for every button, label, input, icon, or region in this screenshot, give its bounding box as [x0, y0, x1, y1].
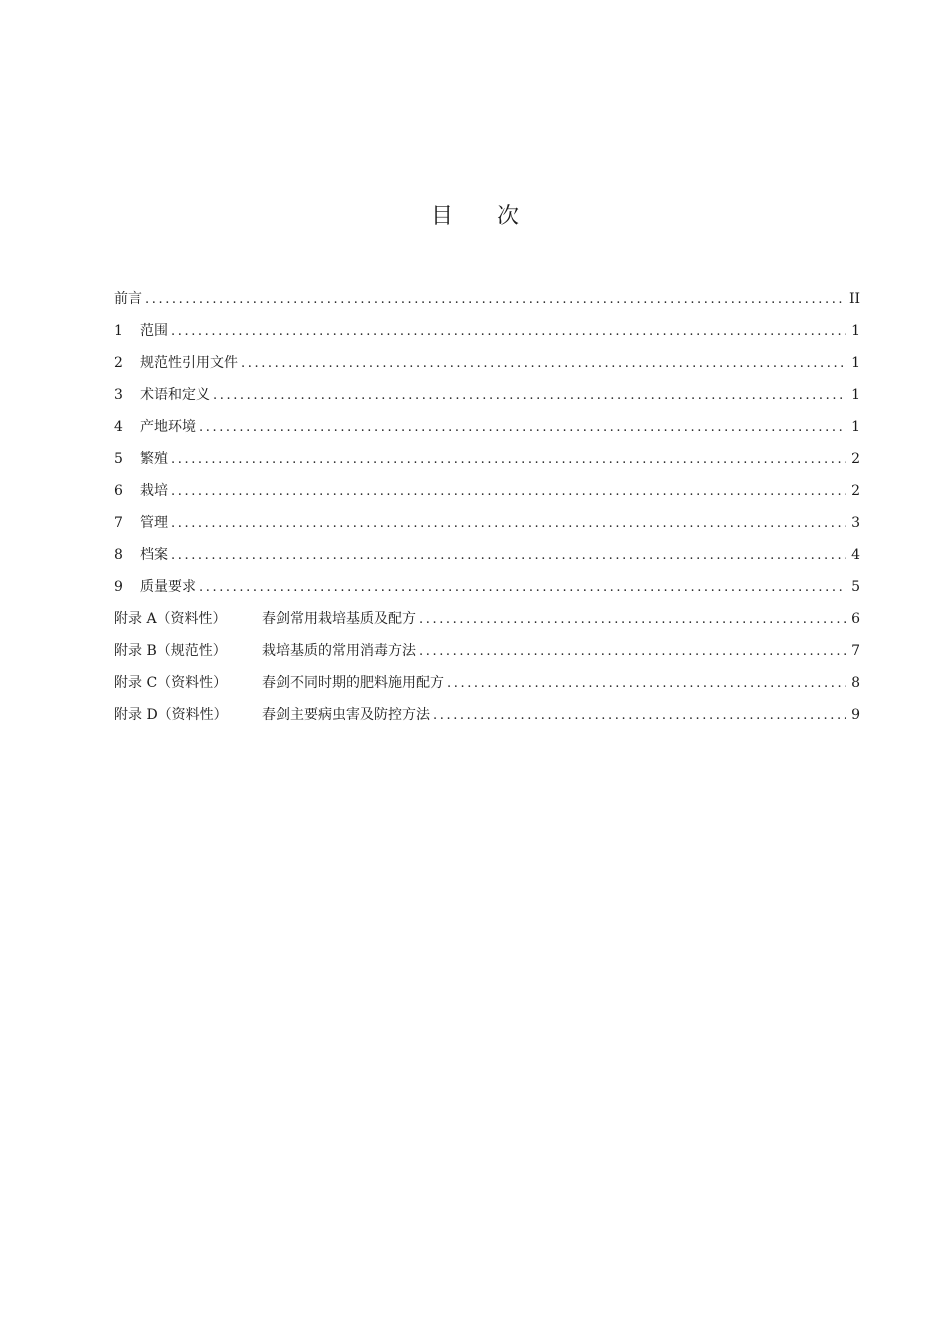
toc-leader-dots	[171, 316, 846, 348]
toc-page-number: 6	[851, 611, 860, 627]
toc-section-number: 2	[114, 355, 123, 371]
toc-entry-appendix-d[interactable]	[114, 699, 860, 731]
toc-page-number: 2	[851, 483, 860, 499]
toc-page-number: 7	[851, 643, 860, 659]
toc-entry-text: 春剑不同时期的肥料施用配方	[262, 675, 444, 691]
toc-leader-dots	[171, 476, 846, 508]
title-char-1: 目	[430, 204, 453, 229]
toc-section-number: 9	[114, 579, 123, 595]
toc-leader-dots	[213, 380, 846, 412]
toc-leader-dots	[171, 540, 846, 572]
toc-leader-dots	[145, 284, 845, 316]
toc-leader-dots	[447, 668, 846, 700]
toc-entry-3[interactable]	[114, 379, 860, 411]
toc-entry-text: 质量要求	[140, 579, 196, 595]
toc-entry-text: 春剑主要病虫害及防控方法	[262, 707, 430, 723]
toc-page-number: 5	[851, 579, 860, 595]
toc-entry-5[interactable]	[114, 443, 860, 475]
toc-leader-dots	[199, 412, 846, 444]
toc-leader-dots	[433, 700, 846, 732]
toc-page-number: 8	[851, 675, 860, 691]
table-of-contents	[114, 283, 860, 731]
toc-entry-text: 栽培基质的常用消毒方法	[262, 643, 416, 659]
title-char-2: 次	[497, 204, 520, 229]
toc-entry-1[interactable]	[114, 315, 860, 347]
toc-page-number: 1	[851, 323, 860, 339]
toc-leader-dots	[171, 444, 846, 476]
toc-entry-7[interactable]	[114, 507, 860, 539]
toc-entry-appendix-c[interactable]	[114, 667, 860, 699]
toc-section-number: 5	[114, 451, 123, 467]
toc-section-number: 8	[114, 547, 123, 563]
toc-entry-text: 繁殖	[140, 451, 168, 467]
toc-page-number: II	[848, 291, 860, 307]
toc-entry-text: 管理	[140, 515, 168, 531]
toc-page-number: 1	[851, 419, 860, 435]
toc-entry-text: 春剑常用栽培基质及配方	[262, 611, 416, 627]
toc-section-number: 1	[114, 323, 123, 339]
toc-section-number: 7	[114, 515, 123, 531]
toc-leader-dots	[419, 636, 846, 668]
toc-leader-dots	[241, 348, 846, 380]
toc-appendix-label: 附录 D（资料性）	[114, 707, 228, 723]
toc-entry-appendix-a[interactable]	[114, 603, 860, 635]
toc-entry-9[interactable]	[114, 571, 860, 603]
toc-entry-foreword[interactable]	[114, 283, 860, 315]
toc-appendix-label: 附录 A（资料性）	[114, 611, 227, 627]
toc-appendix-label: 附录 B（规范性）	[114, 643, 227, 659]
toc-entry-text: 栽培	[140, 483, 168, 499]
toc-page-number: 9	[851, 707, 860, 723]
toc-entry-text: 前言	[114, 291, 142, 307]
toc-entry-text: 规范性引用文件	[140, 355, 238, 371]
toc-entry-text: 产地环境	[140, 419, 196, 435]
toc-leader-dots	[171, 508, 846, 540]
toc-entry-4[interactable]	[114, 411, 860, 443]
toc-page-number: 4	[851, 547, 860, 563]
toc-entry-text: 术语和定义	[140, 387, 210, 403]
toc-page-number: 2	[851, 451, 860, 467]
toc-entry-2[interactable]	[114, 347, 860, 379]
toc-section-number: 3	[114, 387, 123, 403]
toc-page-number: 1	[851, 355, 860, 371]
toc-section-number: 4	[114, 419, 123, 435]
toc-page-number: 3	[851, 515, 860, 531]
toc-appendix-label: 附录 C（资料性）	[114, 675, 228, 691]
toc-entry-6[interactable]	[114, 475, 860, 507]
page-title	[0, 200, 950, 234]
toc-leader-dots	[199, 572, 846, 604]
toc-entry-text: 档案	[140, 547, 168, 563]
toc-entry-text: 范围	[140, 323, 168, 339]
toc-leader-dots	[419, 604, 846, 636]
toc-page-number: 1	[851, 387, 860, 403]
toc-section-number: 6	[114, 483, 123, 499]
toc-entry-appendix-b[interactable]	[114, 635, 860, 667]
toc-entry-8[interactable]	[114, 539, 860, 571]
